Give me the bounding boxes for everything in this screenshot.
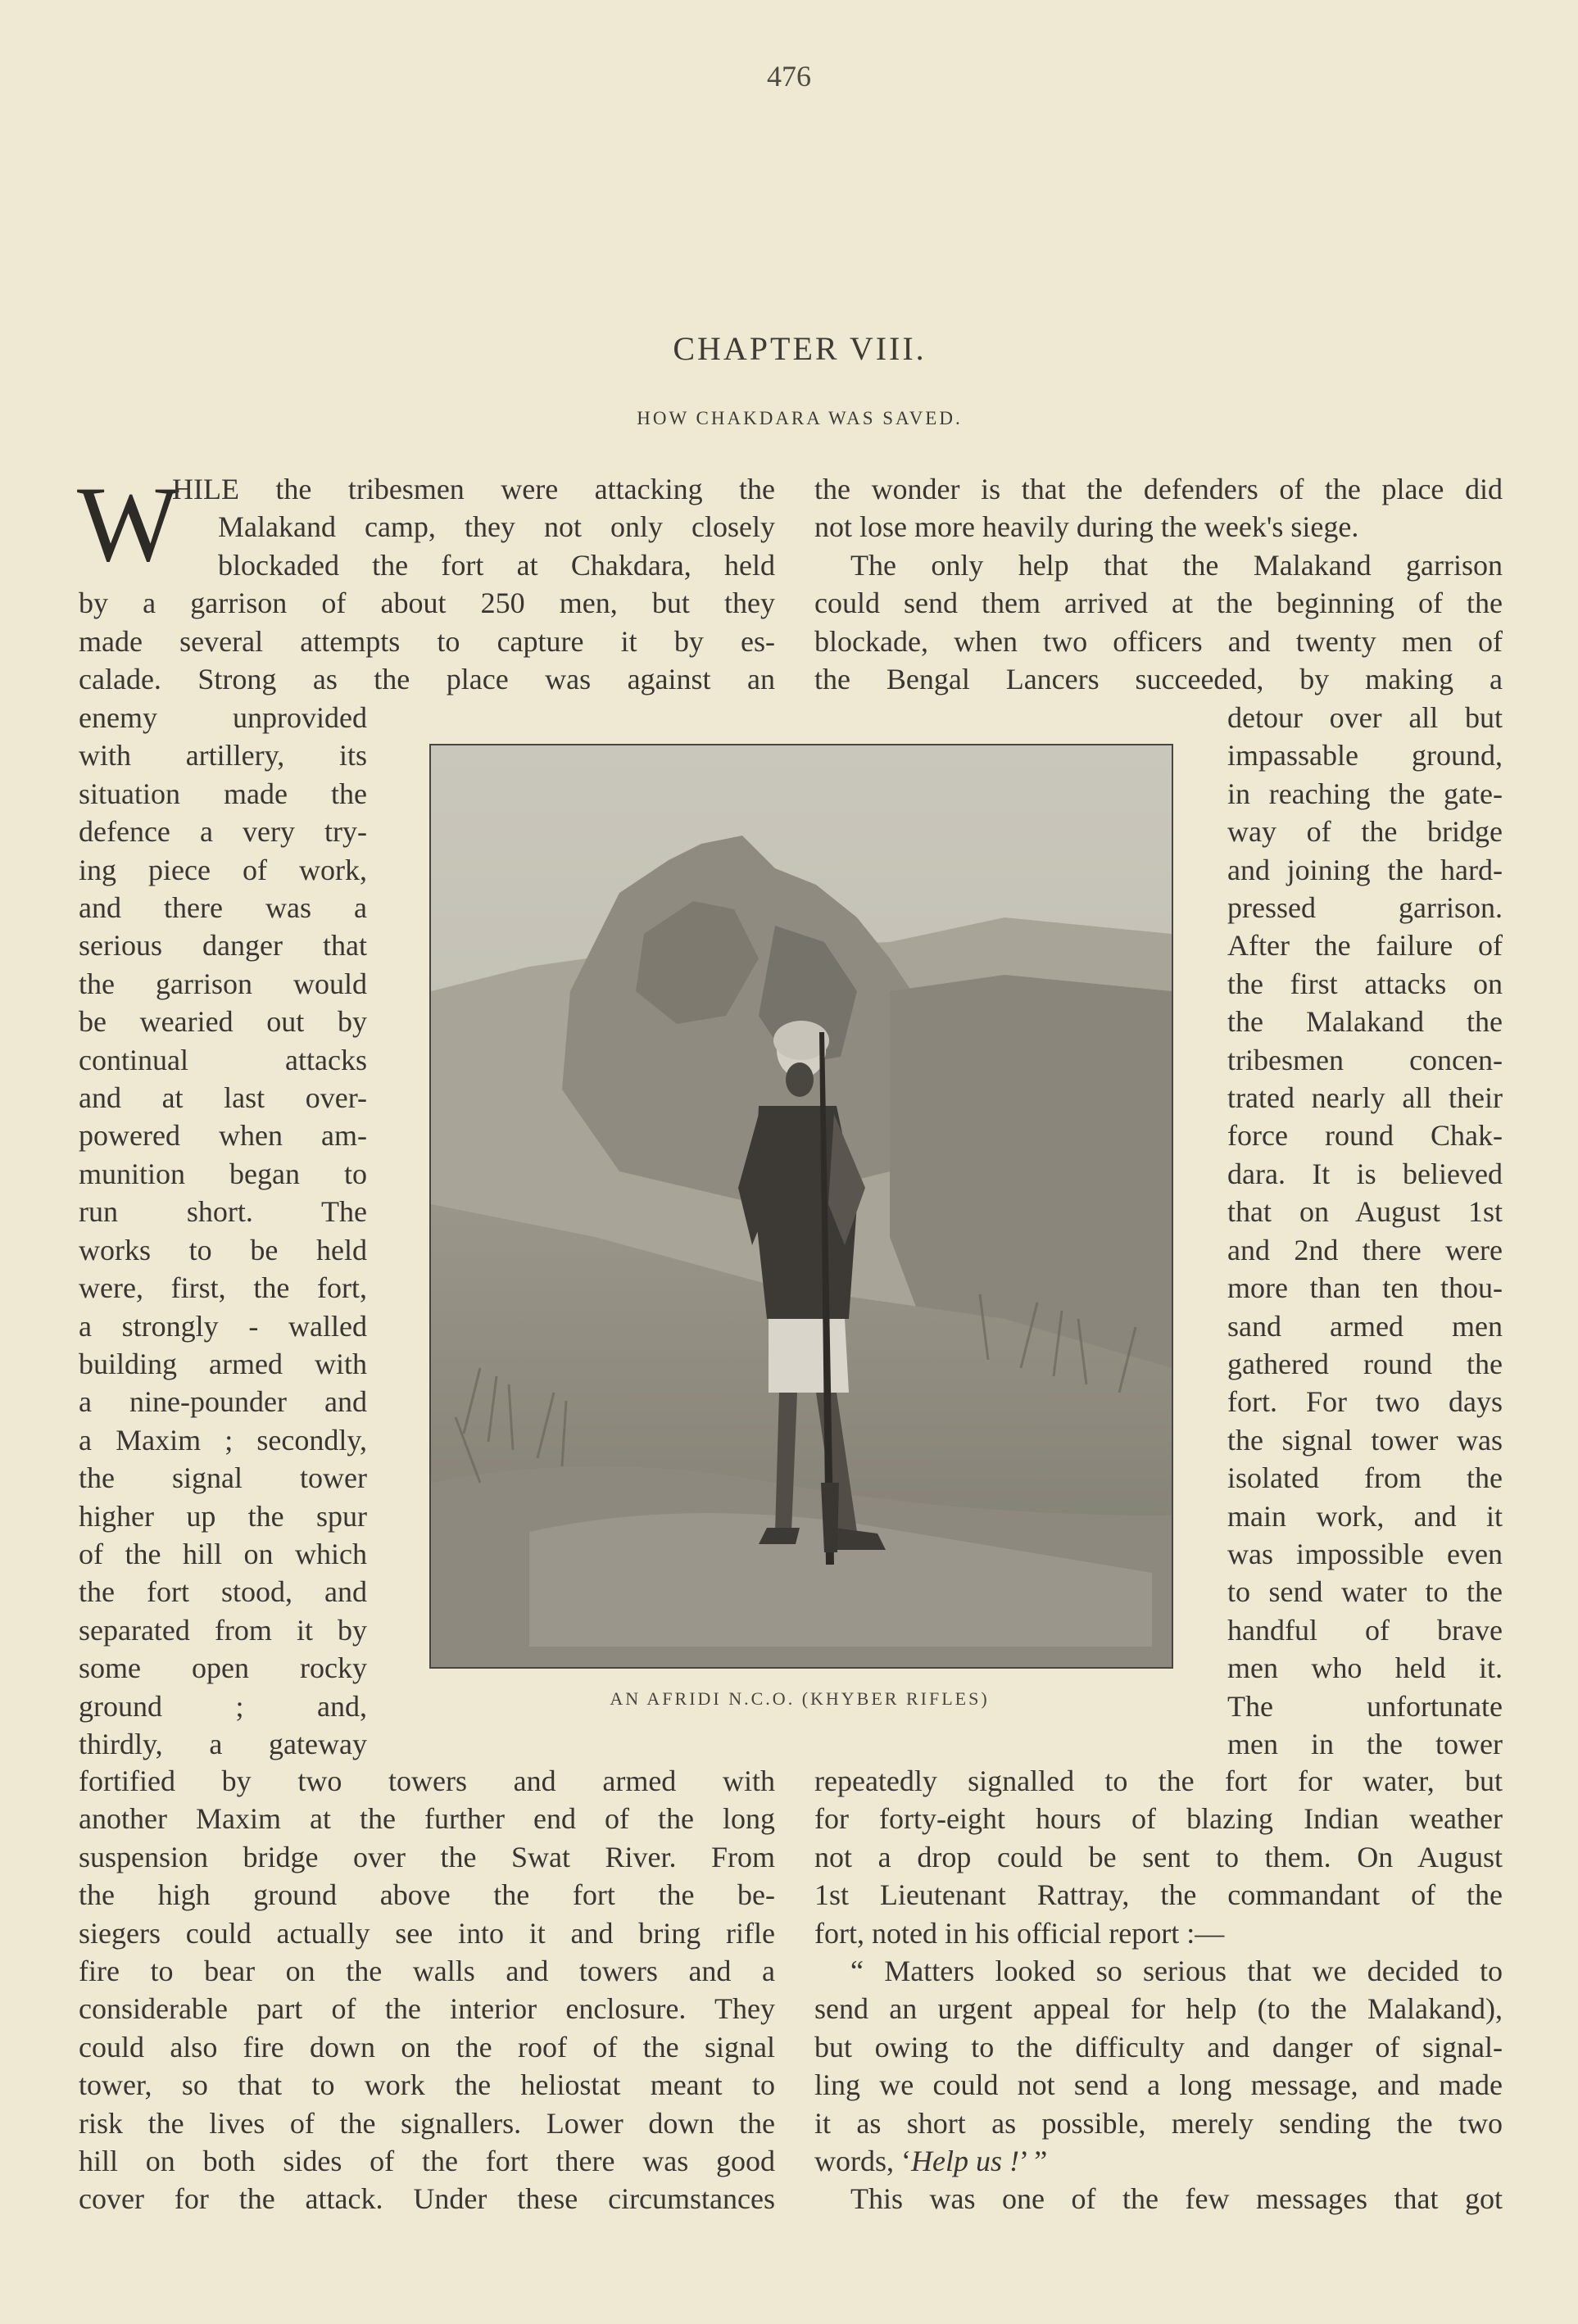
text-line: fort. For two days — [1227, 1385, 1503, 1419]
text-line: by a garrison of about 250 men, but they — [79, 587, 775, 620]
text-line: the signal tower — [79, 1461, 367, 1495]
text-line: for forty-eight hours of blazing Indian weather — [814, 1802, 1503, 1836]
text-line: Malakand camp, they not only closely — [218, 510, 775, 544]
text-line: was impossible even — [1227, 1537, 1503, 1570]
text-line: isolated from the — [1227, 1461, 1503, 1495]
text-line: HILE the tribesmen were attacking the — [172, 473, 775, 505]
text-line: fortified by two towers and armed with — [79, 1765, 775, 1797]
text-line: another Maxim at the further end of the long — [79, 1802, 775, 1836]
text-line: more than ten thou- — [1227, 1271, 1503, 1305]
illustration-caption: AN AFRIDI N.C.O. (KHYBER RIFLES) — [610, 1688, 990, 1709]
text-line: tribesmen concen- — [1227, 1043, 1503, 1076]
text-line: and there was a — [79, 891, 367, 925]
text-line: munition began to — [79, 1157, 367, 1190]
text-line: separated from it by — [79, 1613, 367, 1647]
text-line: and 2nd there were — [1227, 1233, 1503, 1266]
text-line: hill on both sides of the fort there was good — [79, 2145, 775, 2178]
chapter-subtitle: HOW CHAKDARA WAS SAVED. — [637, 408, 963, 428]
text-line: “ Matters looked so serious that we decided to — [850, 1955, 1503, 1988]
text-line: handful of brave — [1227, 1613, 1503, 1647]
text-line: the first attacks on — [1227, 967, 1503, 1000]
soldier-photograph-icon — [429, 744, 1173, 1669]
text-line: This was one of the few messages that got — [850, 2182, 1503, 2216]
text-line: repeatedly signalled to the fort for water, but — [814, 1765, 1503, 1797]
right-column-narrow — [1227, 699, 1503, 1763]
text-line: siegers could actually see into it and bring rifle — [79, 1916, 775, 1950]
text-line: building armed with — [79, 1347, 367, 1380]
text-line: fire to bear on the walls and towers and a — [79, 1955, 775, 1988]
text-line: the Bengal Lancers succeeded, by making a — [814, 663, 1503, 696]
text-line: situation made the — [79, 777, 367, 810]
text-line: not a drop could be sent to them. On August — [814, 1840, 1503, 1873]
text-line: ground ; and, — [79, 1689, 367, 1723]
text-line: force round Chak- — [1227, 1119, 1503, 1153]
text-line: impassable ground, — [1227, 739, 1503, 772]
text-line: a strongly - walled — [79, 1309, 367, 1343]
text-line: the signal tower was — [1227, 1423, 1503, 1456]
text-line: the fort stood, and — [79, 1575, 367, 1609]
text-line: works to be held — [79, 1233, 367, 1266]
text-line: and joining the hard- — [1227, 853, 1503, 886]
text-line: calade. Strong as the place was against an — [79, 663, 775, 696]
text-line: and at last over- — [79, 1081, 367, 1115]
text-line: The unfortunate — [1227, 1689, 1503, 1723]
text-line: enemy unprovided — [79, 701, 367, 734]
quote-line — [814, 2142, 1503, 2180]
text-line: to send water to the — [1227, 1575, 1503, 1609]
text-line: run short. The — [79, 1195, 367, 1229]
text-line: men who held it. — [1227, 1651, 1503, 1685]
text-line: be wearied out by — [79, 1005, 367, 1039]
text-line: not lose more heavily during the week's siege. — [814, 510, 1359, 544]
text-line: trated nearly all their — [1227, 1081, 1503, 1115]
quote-suffix: ’ ” — [1018, 2145, 1048, 2178]
text-line: fort, noted in his official report :— — [814, 1916, 1225, 1950]
left-column-narrow — [79, 699, 367, 1763]
text-line: considerable part of the interior enclosure. They — [79, 1992, 775, 2026]
text-line: main work, and it — [1227, 1499, 1503, 1533]
text-line: sand armed men — [1227, 1309, 1503, 1343]
text-line: continual attacks — [79, 1043, 367, 1076]
text-line: powered when am- — [79, 1119, 367, 1153]
text-line: defence a very try- — [79, 815, 367, 849]
text-line: send an urgent appeal for help (to the Malakand), — [814, 1992, 1503, 2026]
text-line: suspension bridge over the Swat River. From — [79, 1840, 775, 1873]
text-line: could also fire down on the roof of the signal — [79, 2030, 775, 2064]
text-line: a Maxim ; secondly, — [79, 1423, 367, 1456]
text-line: After the failure of — [1227, 929, 1503, 963]
text-line: detour over all but — [1227, 701, 1503, 734]
text-line: in reaching the gate- — [1227, 777, 1503, 810]
text-line: were, first, the fort, — [79, 1271, 367, 1305]
left-column-top — [77, 464, 775, 698]
quote-prefix: words, ‘ — [814, 2145, 911, 2178]
text-line: ling we could not send a long message, and made — [814, 2068, 1503, 2102]
text-line: made several attempts to capture it by es- — [79, 624, 775, 658]
text-line: gathered round the — [1227, 1347, 1503, 1380]
text-line: the wonder is that the defenders of the place did — [814, 473, 1503, 505]
drop-cap: W — [77, 464, 179, 584]
quote-emphasis: Help us ! — [910, 2145, 1019, 2178]
text-line: could send them arrived at the beginning of the — [814, 587, 1503, 620]
text-line: dara. It is believed — [1227, 1157, 1503, 1190]
text-line: way of the bridge — [1227, 815, 1503, 849]
page-number: 476 — [767, 60, 811, 93]
text-line: risk the lives of the signallers. Lower down the — [79, 2106, 775, 2140]
text-line: blockaded the fort at Chakdara, held — [218, 548, 775, 582]
text-line: a nine-pounder and — [79, 1385, 367, 1419]
right-column-bottom — [814, 1762, 1503, 2218]
right-column-top — [814, 470, 1503, 698]
text-line: men in the tower — [1227, 1727, 1503, 1760]
text-line: ing piece of work, — [79, 853, 367, 886]
text-line: thirdly, a gateway — [79, 1727, 367, 1760]
text-line: that on August 1st — [1227, 1195, 1503, 1229]
text-line: higher up the spur — [79, 1499, 367, 1533]
text-line: pressed garrison. — [1227, 891, 1503, 925]
text-line: the high ground above the fort the be- — [79, 1878, 775, 1912]
chapter-title: CHAPTER VIII. — [673, 330, 927, 367]
text-line: with artillery, its — [79, 739, 367, 772]
text-line: The only help that the Malakand garrison — [850, 548, 1503, 582]
text-line: it as short as possible, merely sending the two — [814, 2106, 1503, 2140]
text-line: of the hill on which — [79, 1537, 367, 1570]
text-line: some open rocky — [79, 1651, 367, 1685]
text-line: cover for the attack. Under these circumstances — [79, 2182, 775, 2216]
left-column-bottom — [79, 1762, 775, 2218]
text-line: but owing to the difficulty and danger of signal- — [814, 2030, 1503, 2064]
text-line: the Malakand the — [1227, 1005, 1503, 1039]
text-line: tower, so that to work the heliostat meant to — [79, 2068, 775, 2102]
text-line: blockade, when two officers and twenty men of — [814, 624, 1503, 658]
text-line: serious danger that — [79, 929, 367, 963]
text-line: 1st Lieutenant Rattray, the commandant of the — [814, 1878, 1503, 1912]
text-line: the garrison would — [79, 967, 367, 1000]
